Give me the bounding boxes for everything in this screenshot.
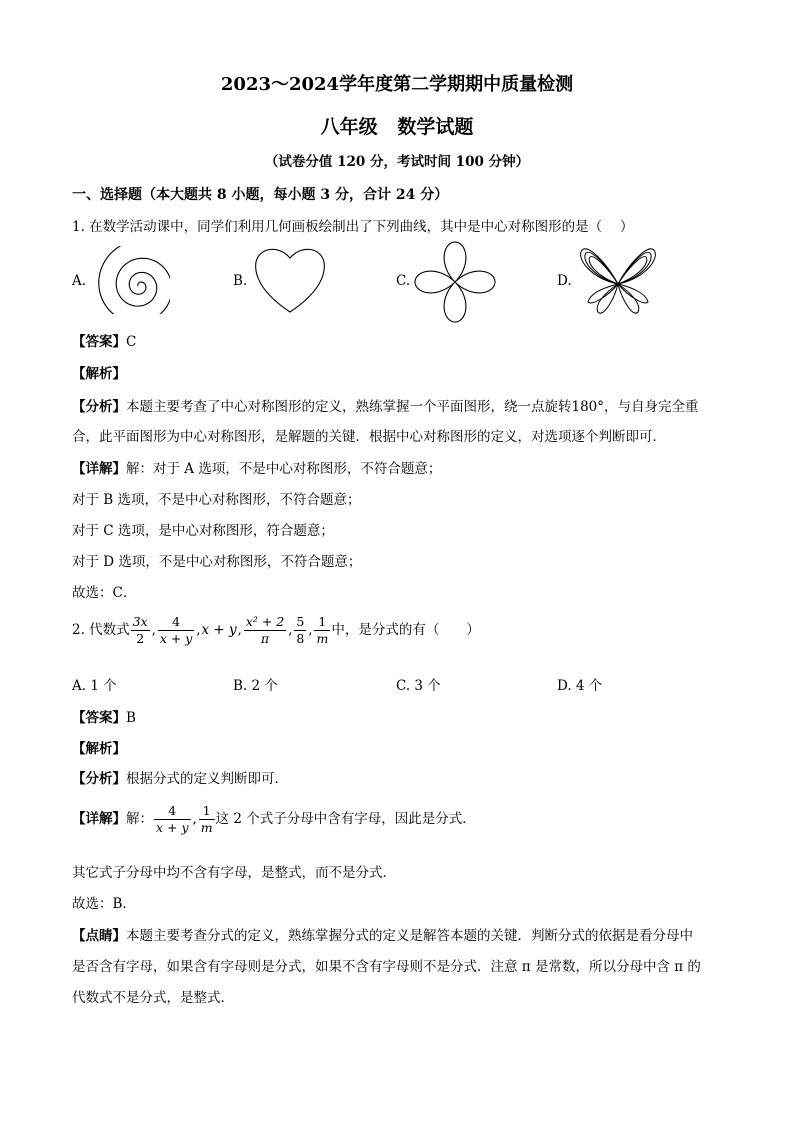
expr-x-plus-y: x + y [201, 622, 237, 638]
q2-dianjing-line2: 是否含有字母，如果含有字母则是分式，如果不含有字母则不是分式．注意 π 是常数，所以分母中含 π 的 [72, 959, 701, 975]
q2-option-c: C. 3 个 [396, 678, 441, 694]
four-petal-figure [413, 240, 497, 324]
fraction-4-over-x-plus-y-detail: $\frac{4}{x + y}$ [156, 803, 189, 835]
fraction-1-over-m: $\frac{1}{m}$ [316, 614, 329, 646]
q2-detail-line2: 其它式子分母中均不含有字母，是整式，而不是分式． [72, 865, 396, 881]
q2-analysis-tag: 【解析】 [72, 741, 126, 757]
q2-dianjing-line1: 【点睛】本题主要考查分式的定义，熟练掌握分式的定义是解答本题的关键．判断分式的依据是看分母中 [72, 928, 693, 944]
fraction-5-over-8: $\frac{5}{8}$ [296, 614, 305, 646]
q1-option-c-label: C. [396, 273, 411, 289]
q2-stem: 2. 代数式 $\frac{3x}{2}$ , $\frac{4}{x + y}$ ,x + y, $\frac{\text{x² + 2}}{\pi}$ , $\frac{5}{8}$ , $\frac{1}{m}$ 中，是分式的有（ ） [72, 614, 480, 646]
q1-detail-line4: 对于 D 选项，不是中心对称图形，不符合题意； [72, 554, 362, 570]
q1-detail-line2: 对于 B 选项，不是中心对称图形，不符合题意； [72, 492, 361, 508]
q1-option-a-label: A. [72, 273, 87, 289]
fraction-x2-plus-2-over-pi: $\frac{\text{x² + 2}}{\pi}$ [245, 614, 285, 646]
exam-title: 2023～2024学年度第二学期期中质量检测 [220, 74, 574, 95]
fraction-4-over-x-plus-y: $\frac{4}{x + y}$ [159, 614, 193, 646]
fraction-1-over-m-detail: $\frac{1}{m}$ [200, 803, 213, 835]
q1-analysis-tag: 【解析】 [72, 366, 126, 382]
q1-detail-line5: 故选：C． [72, 585, 137, 601]
q2-detail-line3: 故选：B． [72, 896, 136, 912]
spiral-figure [90, 246, 170, 314]
q1-detail-line3: 对于 C 选项，是中心对称图形，符合题意； [72, 523, 334, 539]
q2-option-d: D. 4 个 [557, 678, 603, 694]
q1-fenxi-line1: 【分析】本题主要考查了中心对称图形的定义，熟练掌握一个平面图形，绕一点旋转180°，与自身完全重 [72, 399, 699, 415]
q2-dianjing-line3: 代数式不是分式，是整式． [72, 990, 234, 1006]
q2-detail-line1: 【详解】解： $\frac{4}{x + y}$ , $\frac{1}{m}$ 这 2 个式子分母中含有字母，因此是分式． [72, 803, 476, 835]
fraction-3x-over-2: $\frac{3x}{2}$ [132, 614, 148, 646]
q1-detail-line1: 【详解】解：对于 A 选项，不是中心对称图形，不符合题意； [72, 461, 442, 477]
exam-note: （试卷分值 120 分，考试时间 100 分钟） [264, 154, 530, 170]
butterfly-figure [576, 242, 660, 322]
q1-option-b-label: B. [233, 273, 248, 289]
q1-answer: 【答案】C [72, 334, 137, 350]
q2-option-b: B. 2 个 [233, 678, 278, 694]
q1-fenxi-line2: 合，此平面图形为中心对称图形，是解题的关键．根据中心对称图形的定义，对选项逐个判断即可． [72, 429, 666, 445]
q2-answer: 【答案】B [72, 710, 136, 726]
exam-subtitle: 八年级 数学试题 [320, 116, 474, 138]
q2-fenxi: 【分析】根据分式的定义判断即可． [72, 771, 288, 787]
section-title: 一、选择题（本大题共 8 小题，每小题 3 分，合计 24 分） [72, 187, 449, 203]
q1-stem: 1. 在数学活动课中，同学们利用几何画板绘制出了下列曲线，其中是中心对称图形的是（ ） [72, 219, 634, 235]
q2-option-a: A. 1 个 [72, 678, 117, 694]
heart-figure [250, 244, 330, 316]
q1-option-d-label: D. [557, 273, 572, 289]
